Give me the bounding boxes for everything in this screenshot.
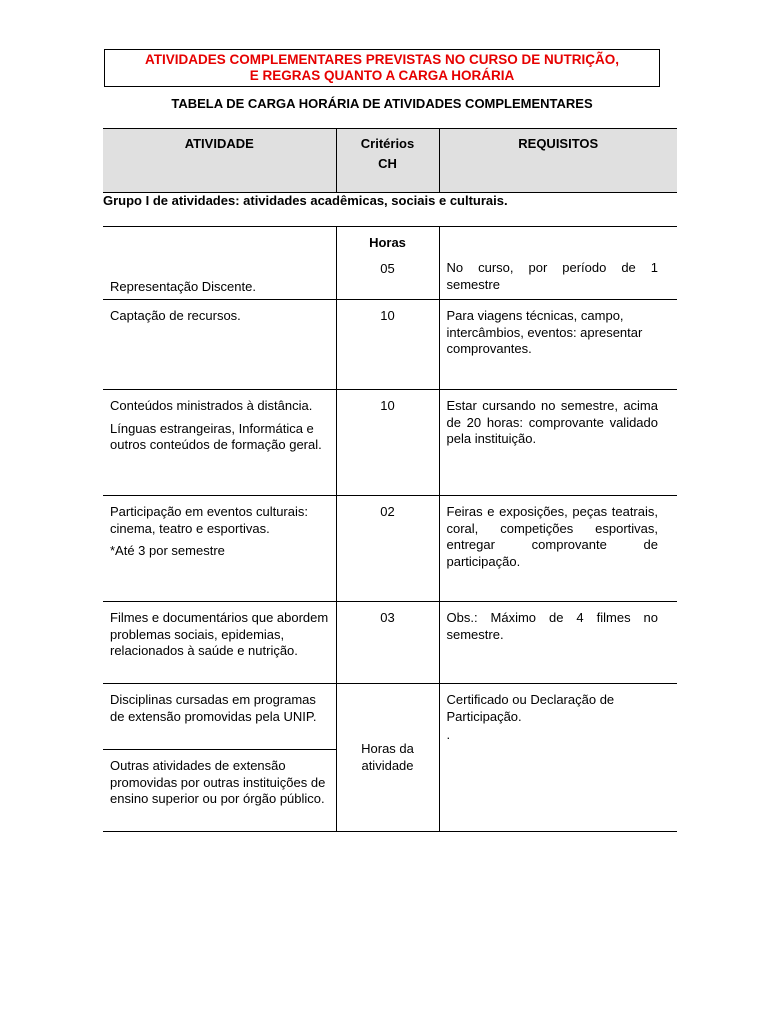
atividade-text: *Até 3 por semestre — [110, 543, 225, 558]
atividade-text: Participação em eventos culturais: cinema, teatro e esportivas. — [110, 504, 308, 536]
document-title-box — [104, 49, 660, 87]
atividade-text: Línguas estrangeiras, Informática e outros conteúdos de formação geral. — [110, 420, 322, 452]
atividade-cell — [103, 390, 336, 496]
requisitos-cell — [439, 300, 677, 390]
atividade-text: Filmes e documentários que abordem problemas sociais, epidemias, relacionados à saúde e nutrição. — [110, 610, 329, 658]
requisitos-cell — [439, 496, 677, 602]
requisitos-text: Certificado ou Declaração de Participação. — [446, 692, 615, 724]
atividade-cell — [103, 684, 336, 750]
carga-horaria-table — [103, 128, 677, 832]
table-row — [103, 684, 677, 750]
atividade-text: Representação Discente. — [110, 279, 256, 294]
requisitos-text: Feiras e exposições, peças teatrais, coral, competições esportivas, entregar comprovante de participação. — [446, 504, 658, 569]
header-requisitos: REQUISITOS — [439, 129, 677, 193]
table-title: TABELA DE CARGA HORÁRIA DE ATIVIDADES COMPLEMENTARES — [171, 96, 593, 111]
requisitos-cell — [439, 227, 677, 300]
requisitos-text: Estar cursando no semestre, acima de 20 horas: comprovante validado pela instituição. — [446, 398, 658, 446]
table-row — [103, 602, 677, 684]
ch-cell: Horas da atividade — [336, 684, 439, 832]
document-title-line1: ATIVIDADES COMPLEMENTARES PREVISTAS NO CURSO DE NUTRIÇÃO, — [144, 52, 620, 67]
requisitos-cell — [439, 390, 677, 496]
ch-cell: 10 — [336, 300, 439, 390]
table-row — [103, 496, 677, 602]
group-1-label: Grupo I de atividades: atividades acadêmicas, sociais e culturais. — [103, 193, 508, 208]
atividade-text: Disciplinas cursadas em programas de extensão promovidas pela UNIP. — [110, 692, 317, 724]
horas-label: Horas — [369, 235, 406, 250]
requisitos-text: Para viagens técnicas, campo, intercâmbios, eventos: apresentar comprovantes. — [446, 308, 643, 356]
header-ch: CH — [378, 156, 397, 171]
atividade-cell — [103, 300, 336, 390]
table-row — [103, 227, 677, 300]
group-row — [103, 193, 677, 227]
requisitos-text: Obs.: Máximo de 4 filmes no semestre. — [446, 610, 658, 642]
atividade-cell — [103, 496, 336, 602]
atividade-cell — [103, 227, 336, 300]
atividade-text: Conteúdos ministrados à distância. — [110, 398, 313, 413]
ch-cell: 10 — [336, 390, 439, 496]
document-title-line2: E REGRAS QUANTO A CARGA HORÁRIA — [249, 68, 515, 83]
requisitos-cell — [439, 602, 677, 684]
atividade-cell — [103, 750, 336, 832]
ch-cell — [336, 227, 439, 300]
table-row — [103, 300, 677, 390]
ch-value: 05 — [380, 260, 395, 276]
atividade-text: Captação de recursos. — [110, 308, 241, 323]
header-criterios-ch — [336, 129, 439, 193]
table-header-row — [103, 129, 677, 193]
header-criterios: Critérios — [360, 136, 415, 151]
ch-cell: 03 — [336, 602, 439, 684]
atividade-cell — [103, 602, 336, 684]
table-row — [103, 390, 677, 496]
atividade-text: Outras atividades de extensão promovidas por outras instituições de ensino superior ou por órgão público. — [110, 758, 326, 806]
ch-cell: 02 — [336, 496, 439, 602]
requisitos-extra: . — [446, 727, 451, 742]
header-atividade: ATIVIDADE — [103, 129, 336, 193]
requisitos-cell — [439, 684, 677, 832]
requisitos-text: No curso, por período de 1 semestre — [446, 260, 658, 292]
